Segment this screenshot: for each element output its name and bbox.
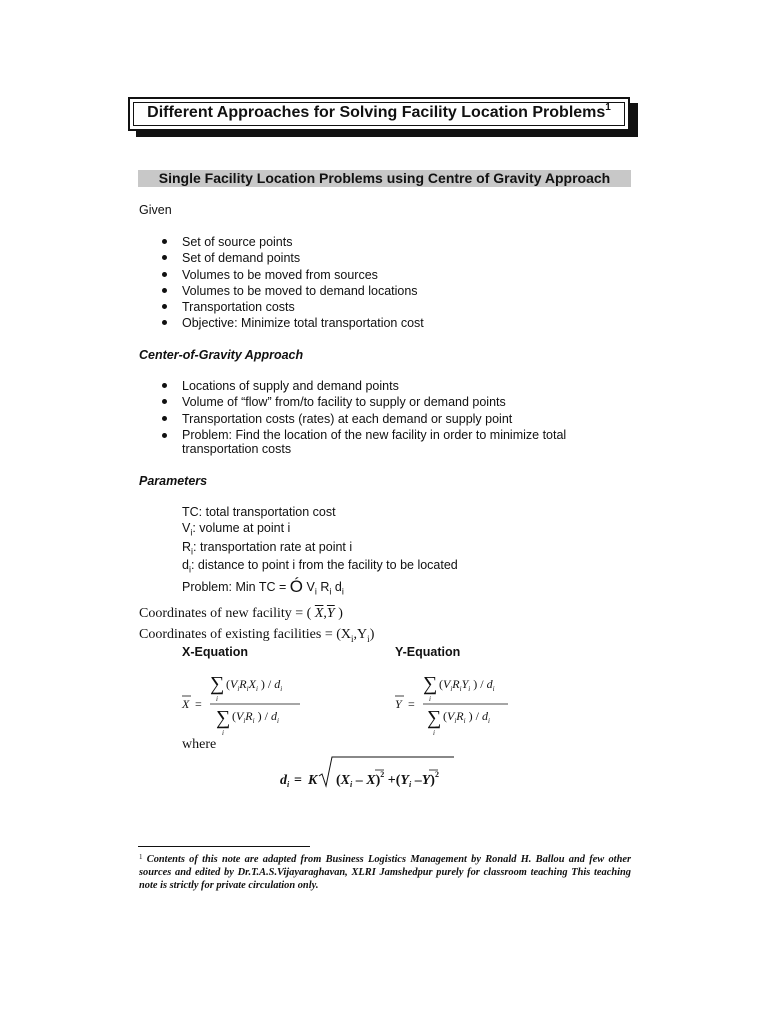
svg-text:(Xi – X)2 +(Yi –Y)2: $(X_i - X)^2 +(Y_i$ –Y)$^2$ [336,770,439,789]
footnote-rule [138,846,310,847]
bullet-icon [162,272,167,277]
list-item: Transportation costs [160,299,424,315]
footnote-marker: 1 [139,853,143,861]
bullet-icon [162,433,167,438]
list-item: Objective: Minimize total transportation cost [160,315,424,331]
list-item: Volumes to be moved from sources [160,267,424,283]
svg-text:(ViRiYi ) / di: ($V_iR_iY_i$ ) / $d_i$ [439,677,495,693]
given-list [160,234,424,332]
given-label: Given [139,203,172,217]
bullet-icon [162,416,167,421]
param-problem: Problem: Min TC = Ó $V_i$ $R_i$ $d_i$ [182,577,344,597]
list-item: Volumes to be moved to demand locations [160,283,424,299]
list-item: Set of source points [160,234,424,250]
bullet-icon [162,288,167,293]
svg-text:di: $d_i$ [280,773,290,789]
param-tc: TC: total transportation cost [182,505,336,519]
svg-text:∑: ∑ [423,673,438,695]
x-equation-formula [180,668,320,740]
document-title [130,104,628,122]
bullet-icon [162,239,167,244]
distance-formula [278,752,458,792]
footnote [139,853,631,893]
list-item: Transportation costs (rates) at each demand or supply point [160,411,566,427]
bullet-icon [162,383,167,388]
title-footnote-marker: 1 [605,102,611,113]
y-equation-formula [393,668,533,740]
param-rate: $R_i$: transportation rate at point i [182,540,353,557]
y-equation-heading: Y-Equation [395,645,461,659]
bullet-icon [162,320,167,325]
svg-text:K: K [308,773,318,788]
cog-list [160,378,566,457]
svg-text:i: i [433,729,435,737]
svg-text:∑: ∑ [216,707,231,729]
title-box [128,97,630,131]
svg-text:X: X [182,697,190,711]
svg-text:i: i [216,695,218,703]
section-banner: Single Facility Location Problems using Centre of Gravity Approach [138,170,631,187]
svg-text:=: = [195,697,202,711]
svg-text:(ViRi ) / di: ($V_iR_i$ ) / $d_i$ [443,709,490,725]
param-distance: $d_i$: distance to point i from the facility to be located [182,558,458,575]
svg-text:=: = [408,697,415,711]
param-volume: $V_i$: volume at point i [182,521,291,538]
document-title-text: Different Approaches for Solving Facility Location Problems [147,104,606,121]
bullet-icon [162,399,167,404]
list-item: Problem: Find the location of the new facility in order to minimize total transportation costs [160,427,566,457]
x-equation-heading: X-Equation [182,645,248,659]
bullet-icon [162,255,167,260]
svg-text:=: = [294,773,302,788]
list-item: Volume of “flow” from/to facility to supply or demand points [160,394,566,410]
cog-heading: Center-of-Gravity Approach [139,348,304,362]
bullet-icon [162,304,167,309]
coordinates-new-facility: Coordinates of new facility = ( $\overline{X},\overline{Y}$ ) [139,606,343,621]
footnote-text: Contents of this note are adapted from Business Logistics Management by Ronald H. Ballou and few other sources and edited by Dr.T.A.S.Vijayaraghavan, XLRI Jamshedpur purely for classroom teaching This teaching note is strictly for private circulation only. [139,854,632,892]
svg-text:∑: ∑ [427,707,442,729]
svg-text:(ViRiXi ) / di: ($V_iR_iX_i$ ) / $d_i$ [226,677,283,693]
svg-text:i: i [429,695,431,703]
sigma-symbol: Ó [289,577,304,596]
svg-text:Y: Y [395,697,402,711]
list-item: Set of demand points [160,250,424,266]
svg-text:∑: ∑ [210,673,225,695]
list-item-continuation: transportation costs [182,442,292,457]
list-item: Locations of supply and demand points [160,378,566,394]
parameters-heading: Parameters [139,474,208,488]
coordinates-existing-facilities: Coordinates of existing facilities = $(X_i,Y_i)$ [139,627,375,644]
svg-text:(ViRi ) / di: ($V_iR_i$ ) / $d_i$ [232,709,279,725]
svg-text:i: i [222,729,224,737]
where-label: where [182,737,217,752]
